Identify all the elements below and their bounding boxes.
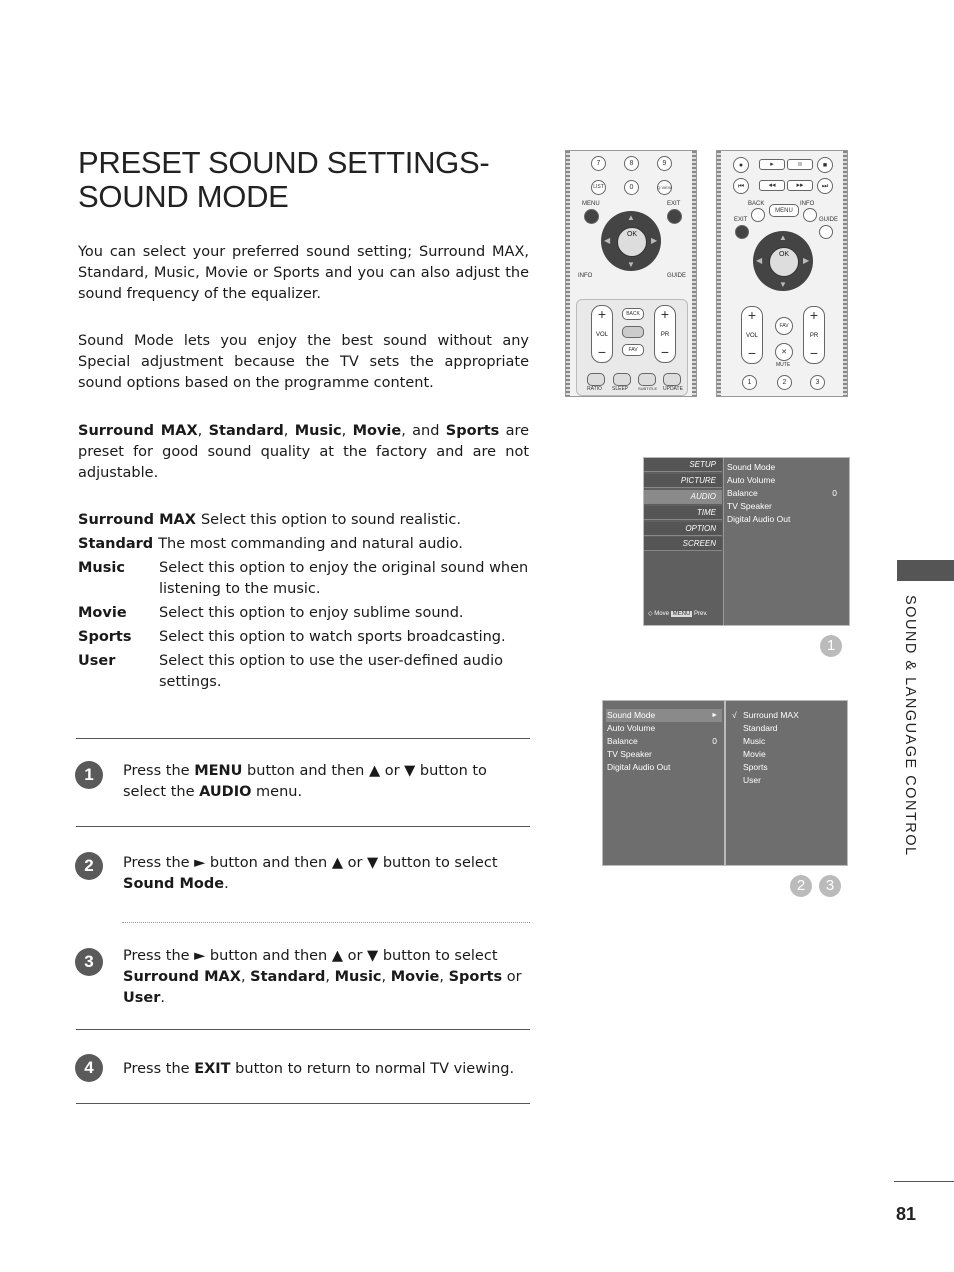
separator: , xyxy=(439,969,449,985)
update-button[interactable] xyxy=(663,373,681,386)
exit-button[interactable] xyxy=(667,209,682,224)
subtitle-label: SUBTITLE xyxy=(638,386,658,391)
step-3-text xyxy=(123,946,528,1009)
tab-picture[interactable]: PICTURE xyxy=(644,474,722,488)
menu-item-balance[interactable] xyxy=(606,735,722,748)
footer-prev: Prev. xyxy=(693,611,708,617)
move-icon: ◇ xyxy=(648,611,653,617)
definition-item xyxy=(78,534,529,555)
ratio-label: RATIO xyxy=(587,386,602,392)
option-label: Surround MAX xyxy=(743,710,799,720)
preset-name: Music xyxy=(294,423,342,439)
intro-paragraph: You can select your preferred sound setting; Surround MAX, Standard, Music, Movie or Sports and you can also adjust the sound frequency of the equalizer. xyxy=(78,244,529,302)
footer-menu-key: MENU xyxy=(672,611,691,617)
ok-button[interactable]: OK xyxy=(769,247,799,277)
menu-item-digital-audio-out[interactable]: Digital Audio Out xyxy=(727,514,791,524)
menu-item-digital-audio-out[interactable]: Digital Audio Out xyxy=(607,762,671,772)
volume-up-icon[interactable]: + xyxy=(747,307,757,323)
divider xyxy=(76,1029,530,1030)
menu-label: MENU xyxy=(582,201,600,207)
volume-rocker[interactable] xyxy=(741,306,763,364)
divider xyxy=(76,738,530,739)
definition-term: Music xyxy=(78,560,125,576)
remote-edge xyxy=(843,151,847,396)
definition-item xyxy=(78,558,529,600)
mute-label: MUTE xyxy=(776,362,791,368)
navigation-pad[interactable] xyxy=(753,231,813,291)
right-arrow-icon[interactable]: ▶ xyxy=(803,256,810,265)
step-2-text xyxy=(123,853,528,895)
programme-down-icon[interactable]: − xyxy=(660,344,670,360)
footer-move: Move xyxy=(654,611,669,617)
programme-rocker[interactable] xyxy=(803,306,825,364)
skip-back-icon[interactable]: ⏮ xyxy=(733,178,749,194)
screen-badge-3: 3 xyxy=(819,875,841,897)
menu-item-sound-mode[interactable] xyxy=(606,709,722,722)
blank-button[interactable] xyxy=(622,326,644,338)
exit-key-label: EXIT xyxy=(194,1061,231,1077)
option-label: Music xyxy=(334,969,382,985)
down-arrow-icon[interactable]: ▼ xyxy=(627,260,635,269)
step-text-part: . xyxy=(224,876,229,892)
definition-item xyxy=(78,651,529,693)
balance-label: Balance xyxy=(607,736,638,746)
divider xyxy=(76,1103,530,1104)
down-arrow-icon[interactable]: ▼ xyxy=(779,280,787,289)
sound-mode-options xyxy=(732,709,842,787)
divider xyxy=(76,826,530,827)
step-number-1: 1 xyxy=(75,761,103,789)
step-4-text xyxy=(123,1059,528,1080)
step-text-part: Press the xyxy=(123,1061,195,1077)
key-9[interactable]: 9 xyxy=(657,156,672,171)
definition-term: Standard xyxy=(78,536,154,552)
definition-desc: Select this option to sound realistic. xyxy=(200,512,461,528)
navigation-pad[interactable] xyxy=(601,211,661,271)
definition-desc: Select this option to use the user-defined audio settings. xyxy=(159,653,504,690)
exit-button[interactable] xyxy=(735,225,749,239)
preset-name: Surround MAX xyxy=(78,423,198,439)
subtitle-button[interactable] xyxy=(638,373,656,386)
remote-edge xyxy=(692,151,696,396)
preset-name: Movie xyxy=(352,423,402,439)
option-label: Standard xyxy=(250,969,326,985)
title-line-1: PRESET SOUND SETTINGS- xyxy=(78,145,490,180)
menu-item-tv-speaker[interactable]: TV Speaker xyxy=(727,501,772,511)
right-arrow-icon: ► xyxy=(711,712,718,719)
key-8[interactable]: 8 xyxy=(624,156,639,171)
back-label: BACK xyxy=(748,201,765,207)
preset-name: Sports xyxy=(445,423,500,439)
step-text-part: . xyxy=(160,990,165,1006)
list-button[interactable]: LIST xyxy=(591,180,606,195)
audio-menu-screen xyxy=(643,457,850,626)
option-label: Surround MAX xyxy=(123,969,241,985)
programme-down-icon[interactable]: − xyxy=(809,345,819,361)
info-button[interactable] xyxy=(803,208,817,222)
fast-forward-icon[interactable]: ▸▸ xyxy=(787,180,813,191)
option-label: User xyxy=(123,990,161,1006)
option-standard[interactable]: Standard xyxy=(743,723,778,733)
audio-menu-items xyxy=(606,709,722,774)
balance-value: 0 xyxy=(712,736,717,746)
remote-control-1 xyxy=(565,150,697,397)
up-arrow-icon[interactable]: ▲ xyxy=(627,213,635,222)
sleep-button[interactable] xyxy=(613,373,631,386)
guide-button[interactable] xyxy=(819,225,833,239)
lower-keypad xyxy=(576,299,688,396)
play-icon[interactable]: ▸ xyxy=(759,159,785,170)
menu-item-auto-volume[interactable]: Auto Volume xyxy=(727,475,776,485)
programme-label: PR xyxy=(809,333,819,339)
definition-desc: Select this option to enjoy the original sound when listening to the music. xyxy=(159,560,529,597)
separator: , xyxy=(325,969,335,985)
option-surround-max[interactable] xyxy=(732,709,842,722)
balance-label: Balance xyxy=(727,488,758,498)
dotted-divider xyxy=(122,922,530,923)
left-arrow-icon[interactable]: ◀ xyxy=(756,256,763,265)
title-line-2: SOUND MODE xyxy=(78,179,289,214)
separator: , xyxy=(341,423,353,439)
option-label: Movie xyxy=(390,969,440,985)
programme-label: PR xyxy=(660,332,670,338)
definition-item xyxy=(78,627,529,648)
sound-mode-label: Sound Mode xyxy=(607,710,656,720)
menu-footer xyxy=(648,610,708,618)
volume-rocker[interactable] xyxy=(591,305,613,363)
step-text-part: Press the ► button and then ▲ or ▼ button to select xyxy=(123,948,498,964)
fav-button[interactable]: FAV xyxy=(775,317,793,335)
programme-up-icon[interactable]: + xyxy=(809,307,819,323)
programme-rocker[interactable] xyxy=(654,305,676,363)
programme-up-icon[interactable]: + xyxy=(660,306,670,322)
key-7[interactable]: 7 xyxy=(591,156,606,171)
volume-down-icon[interactable]: − xyxy=(747,345,757,361)
definition-term: Surround MAX xyxy=(78,512,196,528)
definition-desc: Select this option to watch sports broadcasting. xyxy=(159,629,506,645)
definition-desc: The most commanding and natural audio. xyxy=(158,536,463,552)
guide-label: GUIDE xyxy=(819,217,839,223)
section-label: SOUND & LANGUAGE CONTROL xyxy=(902,595,918,857)
page-number-rule xyxy=(894,1181,954,1182)
presets-note xyxy=(78,421,529,484)
ratio-button[interactable] xyxy=(587,373,605,386)
screen-badge-2: 2 xyxy=(790,875,812,897)
qview-button[interactable]: Q.VIEW xyxy=(657,180,672,195)
update-label: UPDATE xyxy=(663,386,683,392)
pause-icon[interactable]: ıı xyxy=(787,159,813,170)
stop-icon[interactable]: ■ xyxy=(817,157,833,173)
key-2[interactable]: 2 xyxy=(777,375,792,390)
step-text-part: menu. xyxy=(251,784,303,800)
info-label: INFO xyxy=(800,201,815,207)
menu-item-sound-mode[interactable]: Sound Mode xyxy=(727,462,776,472)
step-text-part: Press the xyxy=(123,763,195,779)
screen-badge-1: 1 xyxy=(820,635,842,657)
definition-item xyxy=(78,510,529,531)
step-number-3: 3 xyxy=(75,948,103,976)
volume-label: VOL xyxy=(595,332,608,338)
step-text-part: button and then ▲ or ▼ button to select the xyxy=(123,763,487,800)
guide-label: GUIDE xyxy=(667,273,687,279)
menu-item-tv-speaker[interactable]: TV Speaker xyxy=(607,749,652,759)
check-icon: √ xyxy=(732,710,737,720)
tab-screen[interactable]: SCREEN xyxy=(644,537,722,551)
sleep-label: SLEEP xyxy=(612,386,629,392)
step-1-text xyxy=(123,761,528,803)
audio-menu-items xyxy=(727,461,842,526)
sound-mode-definitions xyxy=(78,510,529,696)
tab-setup[interactable]: SETUP xyxy=(644,458,722,472)
tab-option[interactable]: OPTION xyxy=(644,522,722,536)
mute-icon[interactable]: ✕ xyxy=(775,343,793,361)
key-0[interactable]: 0 xyxy=(624,180,639,195)
record-icon[interactable]: ● xyxy=(733,157,749,173)
separator: , xyxy=(197,423,209,439)
sound-mode-screen xyxy=(602,700,848,866)
right-arrow-icon[interactable]: ▶ xyxy=(651,236,658,245)
menu-button[interactable]: MENU xyxy=(769,204,799,217)
up-arrow-icon[interactable]: ▲ xyxy=(779,233,787,242)
page-number: 81 xyxy=(896,1204,917,1224)
option-label: Sports xyxy=(448,969,503,985)
back-button[interactable]: BACK xyxy=(622,308,644,320)
step-number-2: 2 xyxy=(75,852,103,880)
definition-item xyxy=(78,603,529,624)
remote-control-2 xyxy=(716,150,848,397)
definition-term: Sports xyxy=(78,629,132,645)
intro-paragraph-2: Sound Mode lets you enjoy the best sound without any Special adjustment because the TV sets the appropriate sound options based on the programme content. xyxy=(78,333,529,391)
option-sports[interactable]: Sports xyxy=(743,762,768,772)
step-text-part: button to return to normal TV viewing. xyxy=(230,1061,515,1077)
remote-edge xyxy=(717,151,721,396)
ok-button[interactable]: OK xyxy=(617,227,647,257)
menu-item-balance[interactable] xyxy=(727,487,842,500)
page-title xyxy=(78,146,548,214)
skip-forward-icon[interactable]: ⏭ xyxy=(817,178,833,194)
exit-label: EXIT xyxy=(734,217,748,223)
definition-term: Movie xyxy=(78,605,127,621)
definition-term: User xyxy=(78,653,116,669)
fav-button[interactable]: FAV xyxy=(622,344,644,356)
left-arrow-icon[interactable]: ◀ xyxy=(604,236,611,245)
definition-desc: Select this option to enjoy sublime sound. xyxy=(159,605,464,621)
remote-edge xyxy=(566,151,570,396)
separator: , xyxy=(240,969,251,985)
key-3[interactable]: 3 xyxy=(810,375,825,390)
separator: , xyxy=(283,423,295,439)
tab-audio[interactable]: AUDIO xyxy=(644,490,722,504)
volume-label: VOL xyxy=(745,333,758,339)
presets-note-rest: are preset for good sound quality at the factory and are not adjustable. xyxy=(78,423,530,481)
volume-up-icon[interactable]: + xyxy=(597,306,607,322)
rewind-icon[interactable]: ◂◂ xyxy=(759,180,785,191)
conjunction: , and xyxy=(401,423,446,439)
menu-tab-column xyxy=(644,458,724,625)
separator: , xyxy=(381,969,391,985)
audio-menu-label: AUDIO xyxy=(199,784,252,800)
option-user[interactable]: User xyxy=(743,775,761,785)
menu-item-auto-volume[interactable]: Auto Volume xyxy=(607,723,656,733)
exit-label: EXIT xyxy=(667,201,681,207)
step-number-4: 4 xyxy=(75,1054,103,1082)
menu-button[interactable] xyxy=(584,209,599,224)
menu-key-label: MENU xyxy=(194,763,243,779)
volume-down-icon[interactable]: − xyxy=(597,344,607,360)
preset-name: Standard xyxy=(208,423,284,439)
key-1[interactable]: 1 xyxy=(742,375,757,390)
info-label: INFO xyxy=(578,273,593,279)
section-tab xyxy=(897,560,954,581)
step-text-part: or xyxy=(502,969,522,985)
submenu-divider xyxy=(724,701,726,865)
option-music[interactable]: Music xyxy=(743,736,766,746)
balance-value: 0 xyxy=(832,488,837,498)
sound-mode-label: Sound Mode xyxy=(123,876,225,892)
tab-time[interactable]: TIME xyxy=(644,506,722,520)
back-button[interactable] xyxy=(751,208,765,222)
step-text-part: Press the ► button and then ▲ or ▼ button to select xyxy=(123,855,498,871)
option-movie[interactable]: Movie xyxy=(743,749,766,759)
